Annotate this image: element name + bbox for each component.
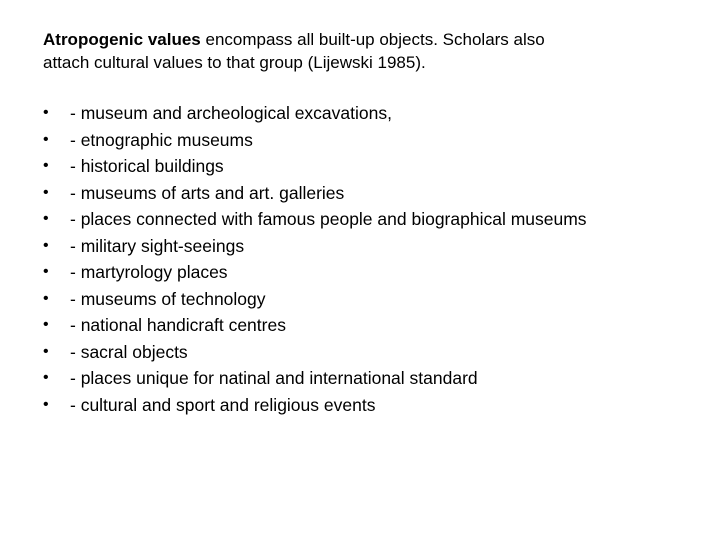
intro-bold-term: Atropogenic values: [43, 30, 201, 49]
list-item-text: - museums of technology: [70, 288, 266, 309]
bullet-icon: •: [43, 369, 49, 386]
list-item-text: - historical buildings: [70, 156, 224, 176]
bullet-icon: •: [43, 263, 49, 280]
bullet-icon: •: [43, 183, 49, 201]
list-item: [43, 392, 693, 419]
list-item: [43, 286, 693, 313]
list-item-text: - sacral objects: [70, 341, 188, 362]
list-item-text: - museum and archeological excavations,: [70, 103, 392, 123]
list-item: [43, 100, 693, 127]
list-item: [43, 180, 693, 207]
bullet-icon: •: [43, 210, 49, 227]
list-item-text: - national handicraft centres: [70, 315, 286, 335]
intro-line2-text: attach cultural values to that group (Lijewski 1985).: [43, 53, 426, 72]
list-item-text: - martyrology places: [70, 262, 228, 282]
bullet-icon: •: [43, 316, 49, 333]
intro-paragraph: [43, 28, 683, 74]
bullet-icon: •: [43, 289, 49, 307]
list-item: [43, 339, 693, 366]
list-item: [43, 153, 693, 180]
list-item-text: - museums of arts and art. galleries: [70, 182, 345, 203]
bullet-list: [43, 100, 693, 418]
bullet-icon: •: [43, 157, 49, 174]
list-item: [43, 312, 693, 339]
bullet-icon: •: [43, 236, 49, 254]
list-item-text: - cultural and sport and religious events: [70, 394, 376, 415]
list-item: [43, 233, 693, 260]
bullet-icon: •: [43, 395, 49, 413]
bullet-icon: •: [43, 104, 49, 121]
list-item: [43, 365, 693, 392]
list-item-text: - places unique for natinal and international standard: [70, 368, 478, 388]
list-item: [43, 259, 693, 286]
list-item-text: - places connected with famous people and biographical museums: [70, 209, 587, 229]
list-item: [43, 127, 693, 154]
list-item: [43, 206, 693, 233]
list-item-text: - military sight-seeings: [70, 235, 245, 256]
list-item-text: - etnographic museums: [70, 129, 253, 150]
bullet-icon: •: [43, 342, 49, 360]
bullet-icon: •: [43, 130, 49, 148]
intro-line1-text: encompass all built-up objects. Scholars also: [200, 30, 545, 49]
